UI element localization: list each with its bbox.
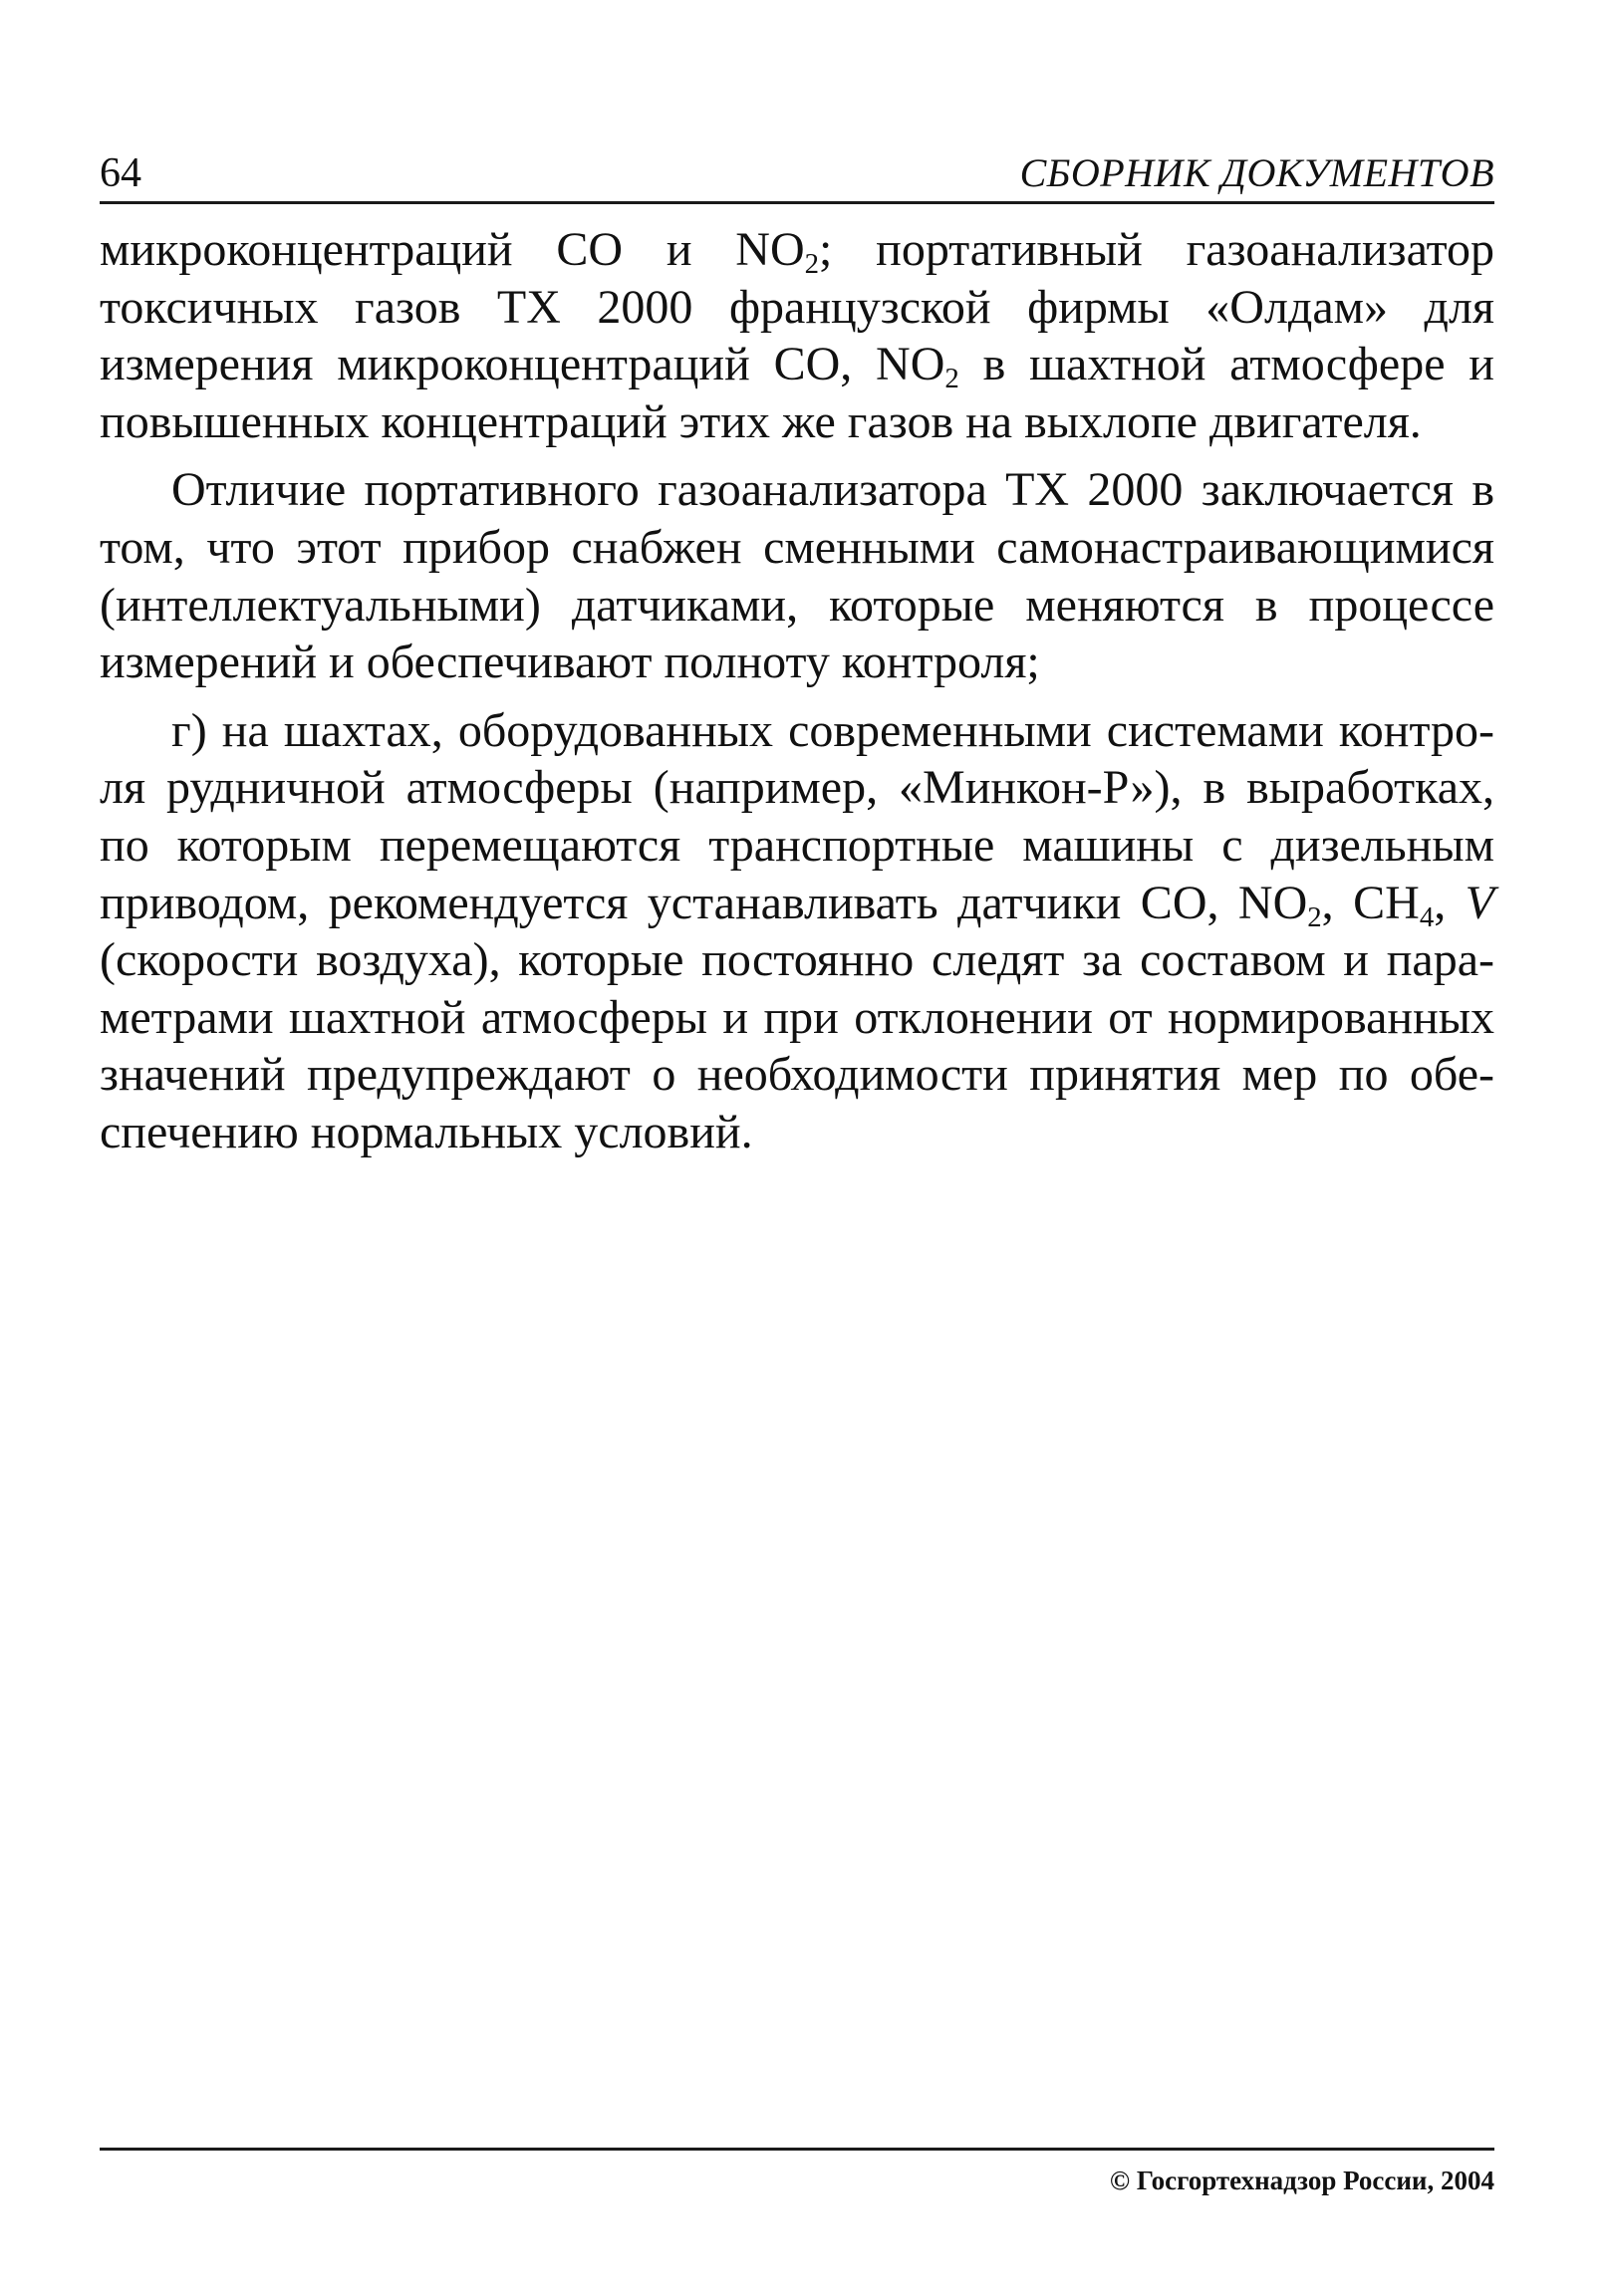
text-run: микроконцентраций СО и NO [100,223,805,276]
text-run: (скорости воздуха), которые постоянно следят за составом и параметрами шахтной атмосферы и при отклонении от нормированных значений предупреждают о необходимости принятия мер по обеспечению нормальных условий. [100,933,1494,1158]
velocity-symbol: V [1465,876,1494,929]
text-run: , [1434,876,1466,929]
subscript: 4 [1419,900,1435,933]
text-run: в шахтной атмосфере и повышенных концентраций этих же газов на выхлопе двигателя. [100,338,1494,448]
subscript: 2 [944,363,959,395]
footer-rule [100,2148,1494,2151]
copyright-notice: © Госгортехнадзор России, 2004 [1109,2166,1494,2195]
paragraph-item-g [100,702,1494,1161]
page-header [100,139,1494,204]
page-number: 64 [100,150,141,196]
text-run: ; портативный газоанализатор токсичных газов ТХ 2000 французской фирмы «Олдам» для измерения микроконцентраций СО, NO [100,223,1494,391]
subscript: 2 [804,248,820,281]
paragraph-tx2000: Отличие портативного газоанализатора ТХ 2000 заключается в том, что этот прибор снабжен сменными самонастраивающимися (интеллектуальными) датчиками, которые меняются в процессе измерений и обеспечивают полноту контроля; [100,463,1494,689]
text-run: г) на шахтах, оборудованных современными системами контроля рудничной атмосферы (например, «Минкон-Р»), в выработках, по которым перемещаются транспортные машины с дизельным приводом, рекомендуется устанавливать датчики СО, NO [100,703,1494,929]
running-head: СБОРНИК ДОКУМЕНТОВ [1019,150,1494,195]
subscript: 2 [1307,900,1322,933]
page-body [100,221,1494,1161]
paragraph-continuation [100,221,1494,450]
text-run: , CH [1321,876,1420,929]
